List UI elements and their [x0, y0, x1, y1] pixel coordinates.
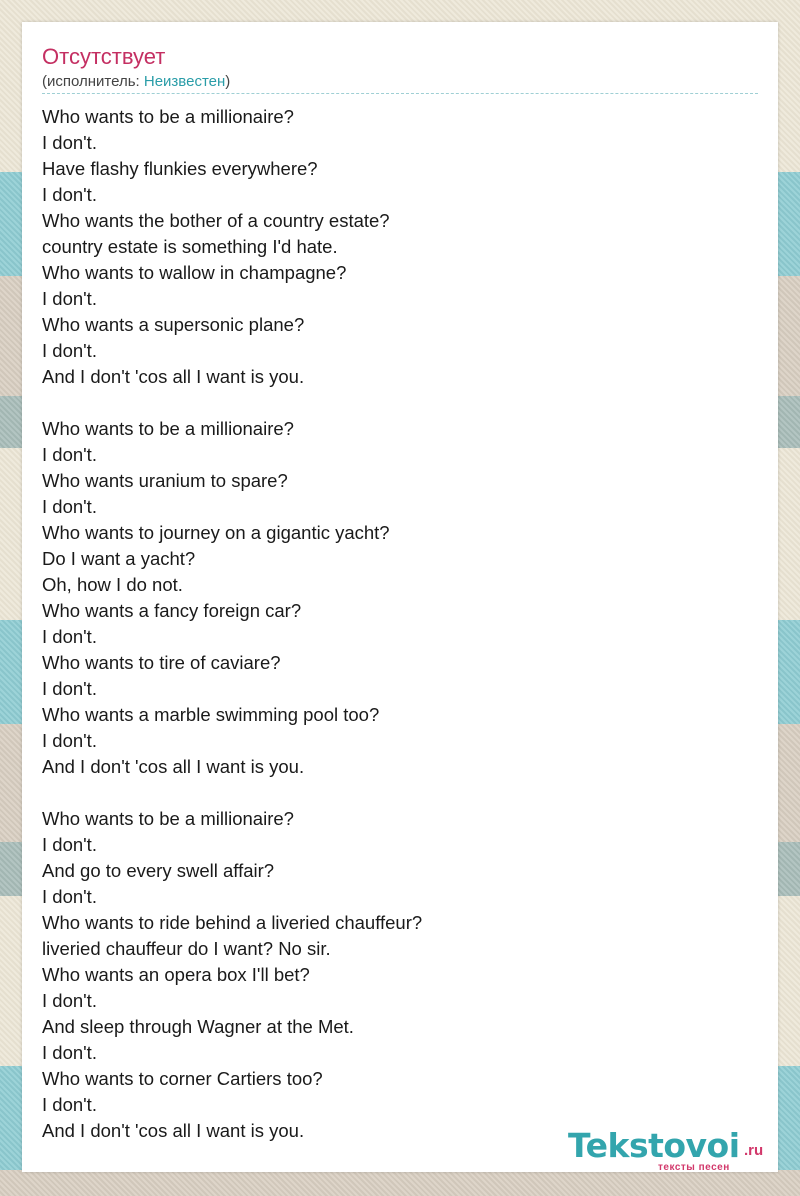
lyric-line: Who wants to corner Cartiers too?: [42, 1068, 323, 1089]
lyric-line: Who wants to wallow in champagne?: [42, 262, 347, 283]
lyric-line: Who wants to be a millionaire?: [42, 106, 294, 127]
lyric-blank-line: [42, 780, 422, 806]
lyric-line: I don't.: [42, 132, 97, 153]
lyric-line: I don't.: [42, 340, 97, 361]
lyric-line: Who wants to be a millionaire?: [42, 418, 294, 439]
logo-wordmark: Tekstovoi: [568, 1126, 740, 1165]
lyric-line: I don't.: [42, 288, 97, 309]
lyric-line: Who wants uranium to spare?: [42, 470, 288, 491]
lyric-line: I don't.: [42, 678, 97, 699]
lyric-line: Who wants the bother of a country estate?: [42, 210, 390, 231]
lyric-line: Oh, how I do not.: [42, 574, 183, 595]
lyric-line: Who wants an opera box I'll bet?: [42, 964, 310, 985]
lyric-line: I don't.: [42, 886, 97, 907]
logo-tld: .ru: [744, 1142, 764, 1159]
logo-tagline: тексты песен: [658, 1162, 730, 1173]
lyric-line: And I don't 'cos all I want is you.: [42, 1120, 305, 1141]
lyric-line: Who wants a fancy foreign car?: [42, 600, 302, 621]
lyric-line: I don't.: [42, 1094, 97, 1115]
lyric-line: And sleep through Wagner at the Met.: [42, 1016, 354, 1037]
artist-suffix: ): [225, 73, 231, 90]
lyric-line: Who wants to be a millionaire?: [42, 808, 294, 829]
lyric-line: I don't.: [42, 1042, 97, 1063]
lyric-line: Who wants a marble swimming pool too?: [42, 704, 380, 725]
lyric-line: Who wants a supersonic plane?: [42, 314, 305, 335]
artist-line: [42, 73, 230, 91]
lyric-line: country estate is something I'd hate.: [42, 236, 338, 257]
artist-prefix: (исполнитель:: [42, 73, 144, 90]
lyrics-card: [22, 22, 778, 1172]
lyric-line: Who wants to tire of caviare?: [42, 652, 281, 673]
lyric-line: Have flashy flunkies everywhere?: [42, 158, 318, 179]
lyric-line: I don't.: [42, 496, 97, 517]
divider: [42, 93, 758, 94]
lyric-line: And I don't 'cos all I want is you.: [42, 366, 305, 387]
lyric-line: Who wants to journey on a gigantic yacht?: [42, 522, 390, 543]
tekstovoi-logo[interactable]: [568, 1128, 778, 1172]
lyric-line: I don't.: [42, 990, 97, 1011]
song-title: Отсутствует: [42, 44, 166, 69]
lyric-blank-line: [42, 390, 422, 416]
artist-link[interactable]: Неизвестен: [143, 73, 226, 90]
lyric-line: Who wants to ride behind a liveried chauffeur?: [42, 912, 423, 933]
lyric-line: And go to every swell affair?: [42, 860, 275, 881]
lyric-line: liveried chauffeur do I want? No sir.: [42, 938, 331, 959]
lyric-line: I don't.: [42, 444, 97, 465]
lyrics-text: [42, 104, 422, 1144]
lyric-line: I don't.: [42, 730, 97, 751]
lyric-line: I don't.: [42, 834, 97, 855]
lyric-line: I don't.: [42, 184, 97, 205]
lyric-line: Do I want a yacht?: [42, 548, 196, 569]
lyric-line: I don't.: [42, 626, 97, 647]
lyric-line: And I don't 'cos all I want is you.: [42, 756, 305, 777]
